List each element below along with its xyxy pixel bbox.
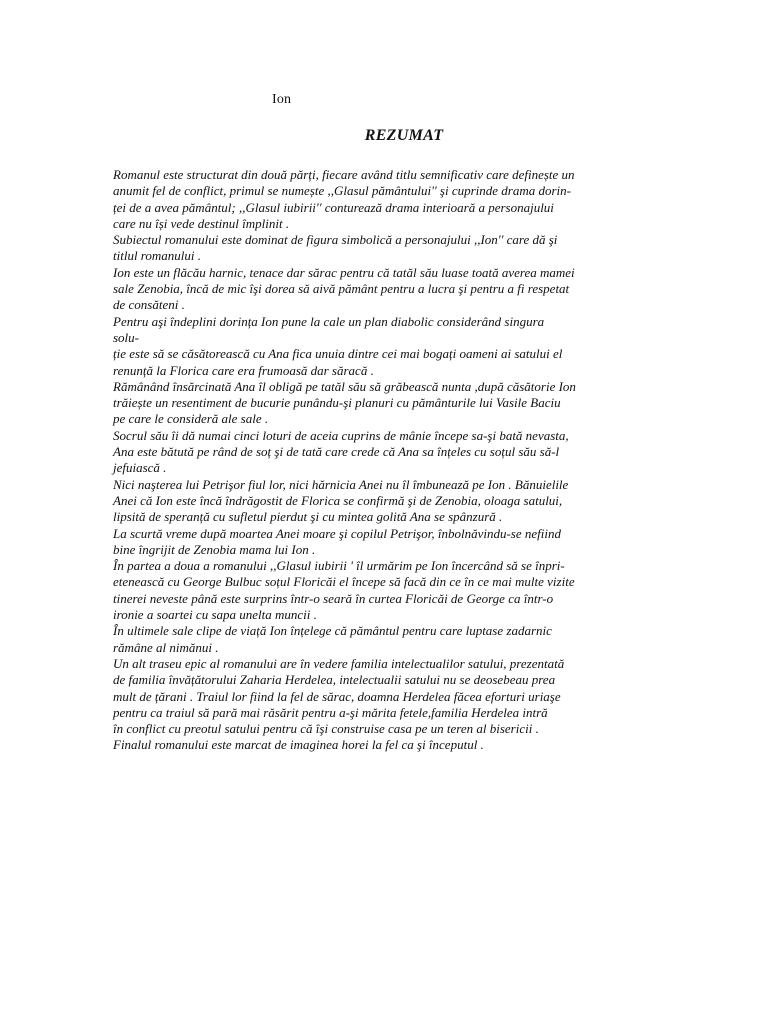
body-line: pe care le consideră ale sale .	[113, 411, 269, 427]
body-line: în conflict cu preotul satului pentru că îşi construise casa pe un teren al bisericii .	[113, 721, 539, 737]
body-line: titlul romanului .	[113, 248, 201, 264]
body-line: ironie a soartei cu sapa unelta muncii .	[113, 607, 317, 623]
body-line: Ana este bătută pe rând de soț şi de tată care crede că Ana sa înțeles cu soțul său să-l	[113, 444, 560, 460]
body-line: care nu își vede destinul împlinit .	[113, 215, 290, 231]
body-line: sale Zenobia, încă de mic îşi dorea să aivă pământ pentru a lucra şi pentru a fi respetat	[113, 281, 570, 297]
body-line: jefuiască .	[113, 460, 167, 476]
body-line: de familia învățătorului Zaharia Herdelea, intelectualii satului nu se deosebeau prea	[113, 672, 556, 688]
body-line: pentru ca traiul să pară mai răsărit pentru a-şi mărita fetele,familia Herdelea intră	[113, 704, 548, 720]
body-line: bine îngrijit de Zenobia mama lui Ion .	[113, 541, 316, 557]
body-line: Romanul este structurat din două părți, fiecare având titlu semnificativ care definește un	[113, 167, 575, 182]
body-line: Ion este un flăcău harnic, tenace dar sărac pentru că tatăl său luase toată averea mamei	[113, 264, 575, 280]
body-line: ție este să se căsătorească cu Ana fica unuia dintre cei mai bogați oameni ai satului el	[113, 346, 563, 362]
body-line: anumit fel de conflict, primul se numește ,,Glasul pământului'' şi cuprinde drama dorin-	[113, 183, 571, 199]
body-line: Nici naşterea lui Petrişor fiul lor, nici hărnicia Anei nu îl îmbunează pe Ion . Bănuielile	[113, 476, 569, 492]
body-line: solu-	[113, 329, 139, 345]
document-heading: REZUMAT	[364, 127, 444, 144]
body-line: lipsită de speranță cu sufletul pierdut şi cu mintea golită Ana se spânzură .	[113, 509, 503, 525]
body-line: Socrul său îi dă numai cinci loturi de aceia cuprins de mânie începe sa-şi bată nevasta,	[113, 427, 569, 443]
body-line: Subiectul romanului este dominat de figura simbolică a personajului ,,Ion'' care dă şi	[113, 232, 558, 248]
body-line: renunță la Florica care era frumoasă dar săracă .	[113, 362, 374, 378]
body-line: mult de țărani . Traiul lor fiind la fel de sărac, doamna Herdelea făcea eforturi uriaşe	[113, 688, 561, 704]
body-line: În ultimele sale clipe de viață Ion înțelege că pământul pentru care luptase zadarnic	[113, 623, 552, 639]
body-line: trăiește un resentiment de bucurie punându-şi planuri cu pământurile lui Vasile Baciu	[113, 395, 561, 411]
body-line: de consăteni .	[113, 297, 185, 313]
body-line: rămâne al nimănui .	[113, 639, 219, 655]
body-line: Un alt traseu epic al romanului are în vedere familia intelectualilor satului, prezentată	[113, 655, 565, 671]
body-line: ței de a avea pământul; ,,Glasul iubirii'' conturează drama interioară a personajului	[113, 199, 554, 215]
document-header: Ion	[272, 92, 292, 107]
body-line: etenească cu George Bulbuc soțul Floricăi el începe să facă din ce în ce mai multe vizite	[113, 574, 575, 590]
summary-body	[113, 167, 661, 754]
body-line: Rămânând însărcinată Ana îl obligă pe tatăl său să grăbească nunta ,după căsătorie Ion	[113, 378, 576, 394]
body-line: Anei că Ion este încă îndrăgostit de Florica se confirmă şi de Zenobia, oloaga satului,	[113, 492, 563, 508]
body-line: Finalul romanului este marcat de imaginea horei la fel ca şi începutul .	[113, 737, 484, 753]
body-line: În partea a doua a romanului ,,Glasul iubirii ' îl urmărim pe Ion încercând să se înpri-	[113, 558, 565, 574]
body-line: tinerei neveste până este surprins într-o seară în curtea Floricăi de George ca într-o	[113, 590, 554, 606]
body-line: Pentru aşi îndeplini dorința Ion pune la cale un plan diabolic considerând singura	[113, 313, 545, 329]
body-line: La scurtă vreme după moartea Anei moare şi copilul Petrişor, înbolnăvindu-se nefiind	[113, 525, 561, 541]
